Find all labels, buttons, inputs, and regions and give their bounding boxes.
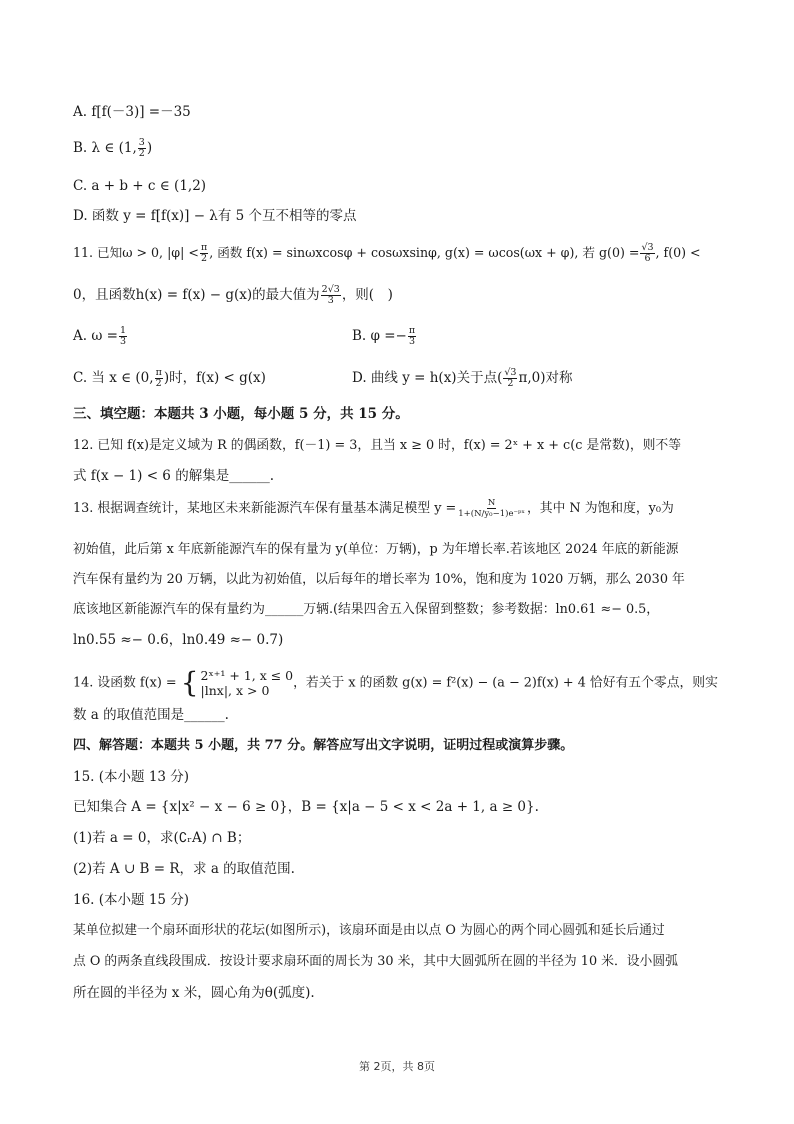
option-suffix: )时，f(x) < g(x)	[163, 370, 266, 386]
q11-text-b: , 函数 f(x) = sinωxcosφ + cosωxsinφ, g(x) = ωcos(ωx + φ), 若 g(0) =	[209, 245, 640, 260]
piecewise-case-1: 2ˣ⁺¹ + 1, x ≤ 0	[200, 668, 294, 683]
q10-option-a: A. f[f(－3)] =－35	[73, 104, 191, 120]
q10-option-c: C. a + b + c ∈ (1,2)	[73, 178, 207, 194]
fraction-numerator: √3	[641, 242, 654, 253]
q11-option-b-fraction	[408, 326, 416, 347]
fraction-numerator: π	[155, 367, 162, 378]
q11-option-a-fraction	[119, 326, 127, 347]
fraction-denominator: 3	[119, 336, 126, 347]
fraction-denominator: 2	[201, 253, 208, 264]
q11-option-a	[73, 326, 128, 347]
q13-text-b: ，其中 N 为饱和度，y₀为	[526, 501, 674, 516]
q14-line-1	[73, 668, 718, 698]
q11-text-a: 11. 已知ω > 0, |φ| <	[73, 245, 199, 260]
q14-text-b: ，若关于 x 的函数 g(x) = f²(x) − (a − 2)f(x) + 4 恰好有五个零点，则实	[293, 675, 718, 691]
fraction-denominator: 2	[155, 378, 162, 389]
q11-line-2	[73, 285, 393, 306]
option-prefix: C. 当 x ∈ (0,	[73, 370, 154, 386]
option-prefix: B. φ =−	[352, 328, 407, 344]
section-3-heading: 三、填空题：本题共 3 小题，每小题 5 分，共 15 分。	[73, 406, 409, 422]
q11-text-d: 0，且函数h(x) = f(x) − g(x)的最大值为	[73, 287, 320, 303]
fraction-denominator: 6	[644, 253, 651, 264]
q16-line-3: 所在圆的半径为 x 米，圆心角为θ(弧度).	[73, 985, 315, 1001]
q11-line-1	[73, 243, 701, 264]
section-4-heading: 四、解答题：本题共 5 小题，共 77 分。解答应写出文字说明，证明过程或演算步骤。	[73, 738, 574, 753]
q13-text-a: 13. 根据调查统计，某地区未来新能源汽车保有量基本满足模型 y =	[73, 501, 457, 516]
fraction-numerator: π	[408, 325, 416, 336]
option-prefix: A. ω =	[73, 328, 118, 344]
option-prefix: D. 曲线 y = h(x)关于点(	[352, 370, 503, 386]
q10-option-b	[73, 138, 152, 159]
fraction-numerator: 3	[138, 137, 145, 148]
fraction-numerator: 2√3	[321, 284, 340, 295]
q14-line-2: 数 a 的取值范围是______.	[73, 707, 229, 723]
fraction-denominator: 3	[327, 295, 334, 306]
q11-option-d-fraction	[503, 368, 517, 389]
piecewise-case-2: |lnx|, x > 0	[200, 683, 270, 698]
q14-piecewise	[181, 668, 293, 698]
fraction-denominator: 3	[408, 336, 416, 347]
fraction-numerator: N	[487, 498, 496, 508]
q12-line-2: 式 f(x − 1) < 6 的解集是______.	[73, 468, 274, 484]
q15-part-1: (1)若 a = 0，求(∁ᵣA) ∩ B；	[73, 830, 251, 846]
fraction-numerator: 1	[119, 325, 126, 336]
q11-option-b	[352, 326, 417, 347]
q11-option-c	[73, 368, 266, 389]
option-suffix: π,0)对称	[518, 370, 573, 386]
fraction-numerator: √3	[504, 367, 517, 378]
q10-option-d: D. 函数 y = f[f(x)] − λ有 5 个互不相等的零点	[73, 208, 357, 224]
q13-line-4: 底该地区新能源汽车的保有量约为______万辆.(结果四舍五入保留到整数；参考数据：ln0.61 ≈− 0.5，	[73, 602, 660, 617]
q15-part-2: (2)若 A ∪ B = R，求 a 的取值范围.	[73, 861, 295, 877]
q16-header: 16. (本小题 15 分)	[73, 892, 190, 908]
q11-text-c: , f(0) <	[655, 245, 701, 260]
q13-line-1	[73, 498, 674, 519]
q16-line-2: 点 O 的两条直线段围成．按设计要求扇环面的周长为 30 米，其中大圆弧所在圆的半径为 10 米．设小圆弧	[73, 954, 678, 969]
q13-line-3: 汽车保有量约为 20 万辆，以此为初始值，以后每年的增长率为 10%，饱和度为 1020 万辆，那么 2030 年	[73, 572, 685, 587]
q13-model-fraction	[457, 498, 526, 519]
q13-line-2: 初始值，此后第 x 年底新能源汽车的保有量为 y(单位：万辆)，p 为年增长率.若该地区 2024 年底的新能源	[73, 542, 679, 557]
q13-line-5: ln0.55 ≈− 0.6，ln0.49 ≈− 0.7)	[73, 632, 284, 648]
brace-symbol: {	[180, 666, 199, 699]
q11-pi-over-2	[200, 243, 208, 264]
q16-line-1: 某单位拟建一个扇环面形状的花坛(如图所示)，该扇环面是由以点 O 为圆心的两个同心圆弧和延长后通过	[73, 923, 665, 938]
q10-option-b-fraction	[138, 138, 146, 159]
q11-text-e: ，则( )	[341, 287, 393, 303]
fraction-denominator: 1+(N/y₀−1)e⁻ᵖˣ	[458, 509, 525, 519]
q10-option-b-suffix: )	[146, 140, 153, 156]
q11-g0-fraction	[640, 243, 654, 264]
q15-header: 15. (本小题 13 分)	[73, 769, 190, 785]
q11-max-fraction	[321, 285, 341, 306]
fraction-numerator: π	[200, 242, 208, 253]
q11-option-c-fraction	[155, 368, 163, 389]
page-footer: 第 2页，共 8页	[359, 1060, 435, 1073]
q15-line-1: 已知集合 A = {x|x² − x − 6 ≥ 0}，B = {x|a − 5 < x < 2a + 1, a ≥ 0}.	[73, 799, 539, 815]
fraction-denominator: 2	[138, 148, 145, 159]
fraction-denominator: 2	[507, 378, 514, 389]
q10-option-b-prefix: B. λ ∈ (1,	[73, 140, 137, 156]
piecewise-cases	[201, 668, 294, 698]
q12-line-1: 12. 已知 f(x)是定义域为 R 的偶函数，f(－1) = 3，且当 x ≥ 0 时，f(x) = 2ˣ + x + c(c 是常数)，则不等	[73, 438, 682, 453]
q14-text-a: 14. 设函数 f(x) =	[73, 675, 177, 691]
q11-option-d	[352, 368, 573, 389]
